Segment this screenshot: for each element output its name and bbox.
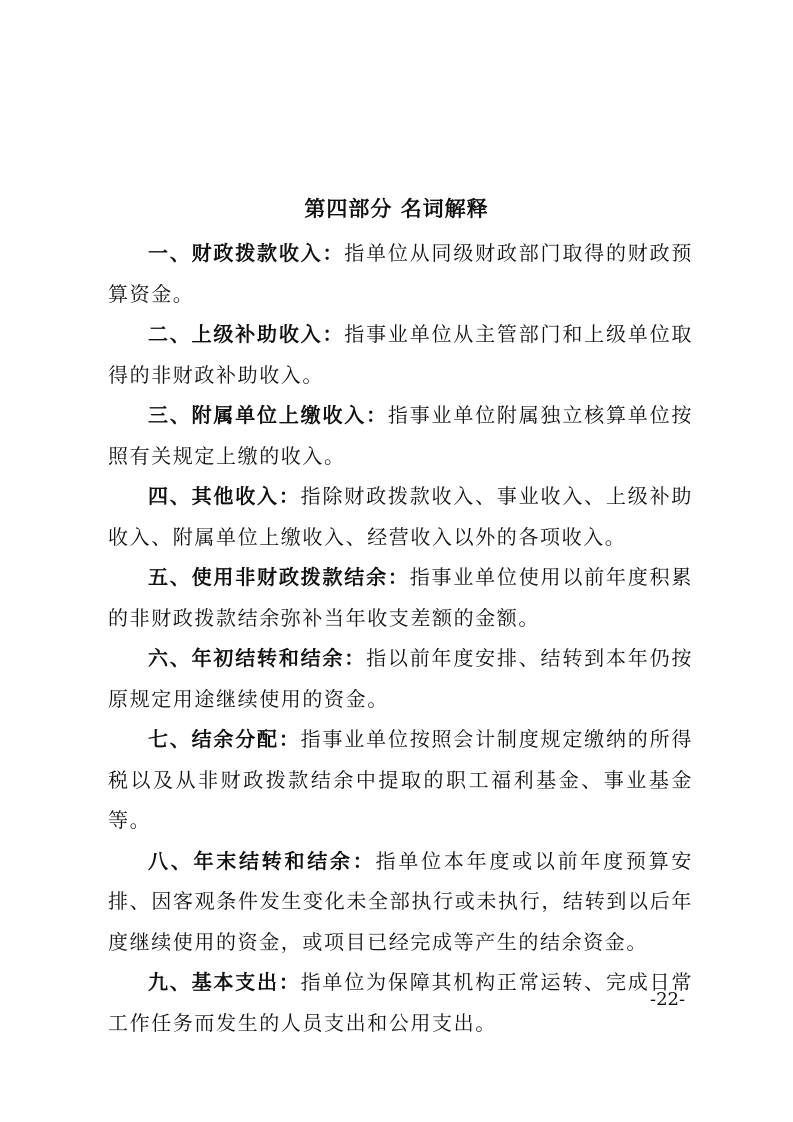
definition-term: 二、上级补助收入：: [148, 322, 345, 346]
definition-term: 五、使用非财政拨款结余：: [148, 565, 410, 589]
definition-text: 指以前年度安排、结转到本年仍按原规定用途继续使用的资金。: [108, 646, 694, 711]
definition-text: 指单位为保障其机构正常运转、完成日常工作任务而发生的人员支出和公用支出。: [108, 970, 693, 1035]
definition-text: 指事业单位按照会计制度规定缴纳的所得税以及从非财政拨款结余中提取的职工福利基金、事业基金等。: [108, 727, 693, 832]
definition-term: 九、基本支出：: [148, 970, 301, 994]
definition-entry: [108, 841, 693, 963]
definitions-list: [108, 233, 693, 1043]
definition-term: 六、年初结转和结余：: [148, 646, 367, 670]
definition-entry: [108, 314, 693, 395]
definition-entry: [108, 638, 693, 719]
definition-text: 指事业单位附属独立核算单位按照有关规定上缴的收入。: [108, 403, 693, 468]
definition-term: 四、其他收入：: [148, 484, 301, 508]
definition-term: 七、结余分配：: [148, 727, 301, 751]
definition-entry: [108, 476, 693, 557]
definition-term: 一、财政拨款收入：: [148, 241, 345, 265]
definition-text: 指事业单位从主管部门和上级单位取得的非财政补助收入。: [108, 322, 693, 387]
definition-entry: [108, 557, 693, 638]
page-number: -22-: [650, 989, 686, 1010]
definition-term: 三、附属单位上缴收入：: [148, 403, 388, 427]
section-title: 第四部分 名词解释: [304, 197, 489, 221]
definition-term: 八、年末结转和结余：: [148, 848, 376, 873]
definition-text: 指单位从同级财政部门取得的财政预算资金。: [108, 241, 693, 306]
definition-entry: [108, 962, 693, 1043]
definition-text: 指单位本年度或以前年度预算安排、因客观条件发生变化未全部执行或未执行，结转到以后年度继续使用的资金，或项目已经完成等产生的结余资金。: [108, 848, 693, 954]
definition-entry: [108, 233, 693, 314]
definition-text: 指除财政拨款收入、事业收入、上级补助收入、附属单位上缴收入、经营收入以外的各项收入。: [108, 484, 693, 549]
definition-text: 指事业单位使用以前年度积累的非财政拨款结余弥补当年收支差额的金额。: [108, 565, 693, 630]
definition-entry: [108, 395, 693, 476]
definition-entry: [108, 719, 693, 841]
